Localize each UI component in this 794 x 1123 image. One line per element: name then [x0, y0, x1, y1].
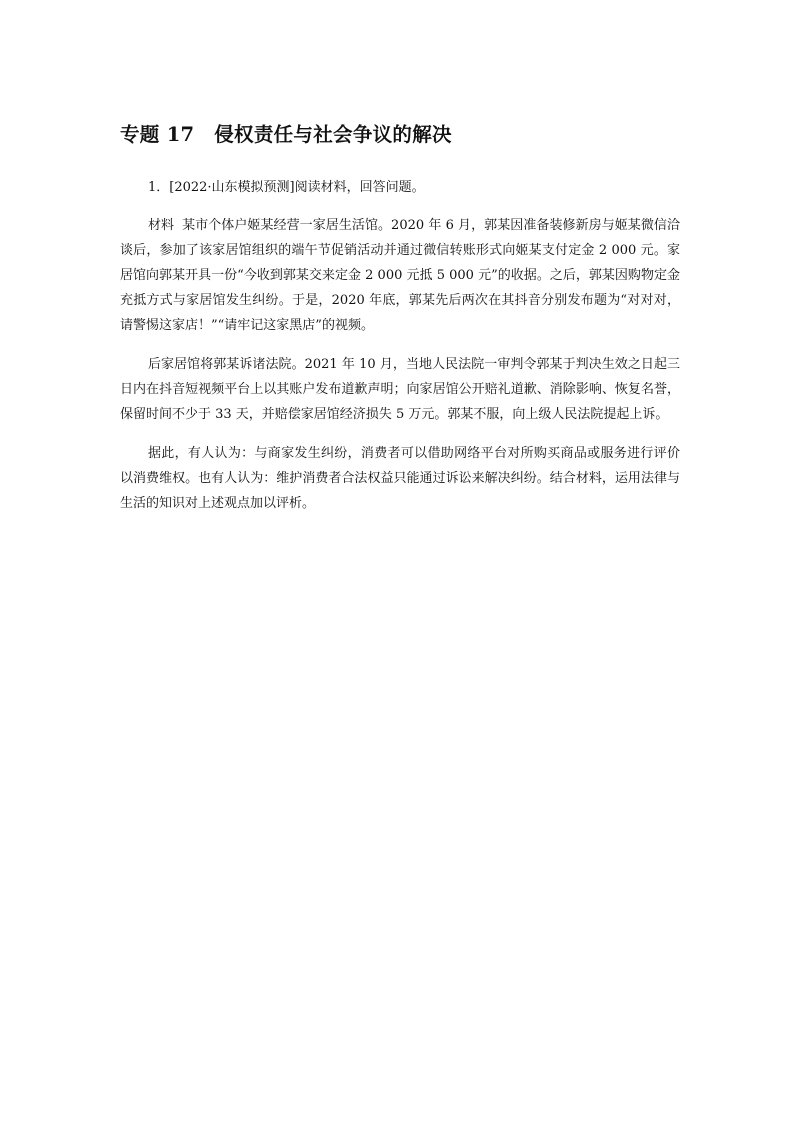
page-title: 专题 17 侵权责任与社会争议的解决 — [120, 123, 452, 146]
material-paragraph-2: 后家居馆将郭某诉诸法院。2021 年 10 月，当地人民法院一审判令郭某于判决生效之日起三日内在抖音短视频平台上以其账户发布道歉声明；向家居馆公开赔礼道歉、消除影响、恢复名誉，保留时间不少于 33 天，并赔偿家居馆经济损失 5 万元。郭某不服，向上级人民法院提起上诉。 — [120, 357, 680, 422]
question-stem: 1．[2022·山东模拟预测]阅读材料，回答问题。 — [148, 180, 425, 195]
material-label: 材料 — [148, 218, 175, 233]
document-page — [120, 118, 680, 516]
material-paragraph-1 — [120, 213, 680, 338]
question-prompt-paragraph: 据此，有人认为：与商家发生纠纷，消费者可以借助网络平台对所购买商品或服务进行评价以消费维权。也有人认为：维护消费者合法权益只能通过诉讼来解决纠纷。结合材料，运用法律与生活的知识对上述观点加以评析。 — [120, 446, 680, 511]
paragraph-text: 某市个体户姬某经营一家居生活馆。2020 年 6 月，郭某因准备装修新房与姬某微信洽谈后，参加了该家居馆组织的端午节促销活动并通过微信转账形式向姬某支付定金 2 000 元。家居馆向郭某开具一份“今收到郭某交来定金 2 000 元抵 5 000 元”的收据。之后，郭某因购物定金充抵方式与家居馆发生纠纷。于是，2020 年底，郭某先后两次在其抖音分别发布题为“对对对，请警惕这家店！”“请牢记这家黑店”的视频。 — [120, 218, 680, 333]
